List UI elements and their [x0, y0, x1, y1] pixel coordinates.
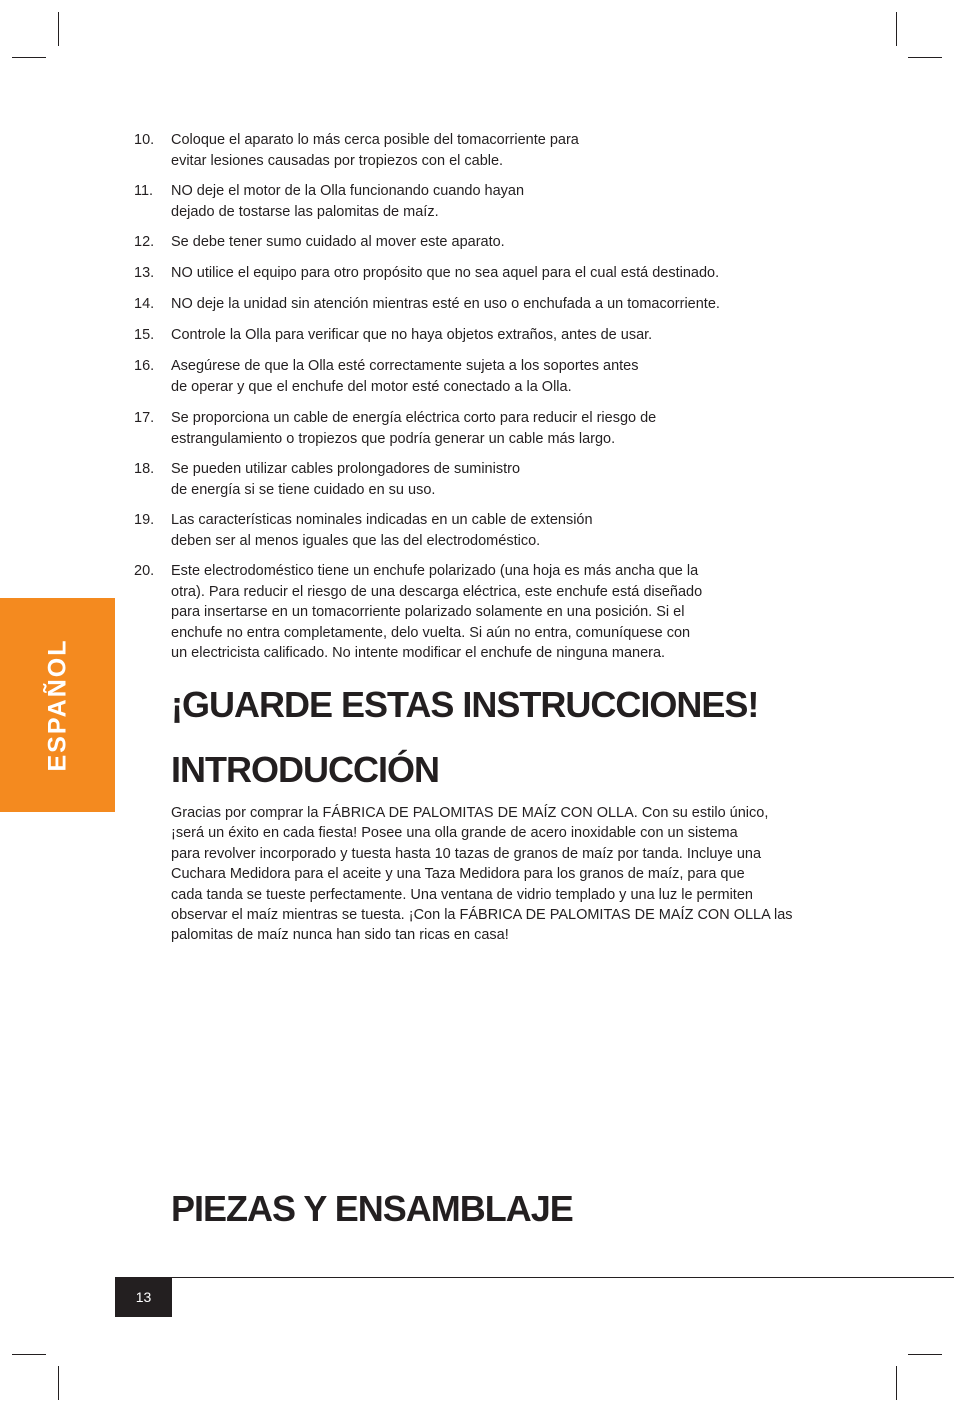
item-number: 15. — [134, 327, 155, 343]
paragraph-line: para revolver incorporado y tuesta hasta 10 tazas de granos de maíz por tanda. Incluye una — [171, 845, 762, 862]
item-number: 10. — [134, 132, 155, 148]
item-number: 13. — [134, 265, 155, 281]
item-text: NO utilice el equipo para otro propósito que no sea aquel para el cual está destinado. — [171, 265, 720, 281]
language-tab — [0, 598, 115, 812]
item-number: 14. — [134, 296, 155, 312]
crop-mark — [908, 1354, 942, 1355]
item-text: un electricista calificado. No intente modificar el enchufe de ninguna manera. — [171, 645, 666, 661]
crop-mark — [12, 1354, 46, 1355]
paragraph-line: palomitas de maíz nunca han sido tan ricas en casa! — [171, 927, 509, 944]
item-text: dejado de tostarse las palomitas de maíz. — [171, 203, 439, 220]
introduction-paragraph — [171, 803, 831, 946]
item-text: Asegúrese de que la Olla esté correctamente sujeta a los soportes antes — [171, 358, 639, 374]
item-text: Las características nominales indicadas en un cable de extensión — [171, 512, 593, 528]
item-text: Se pueden utilizar cables prolongadores de suministro — [171, 461, 521, 477]
item-text: para insertarse en un tomacorriente polarizado solamente en una posición. Si el — [171, 604, 685, 620]
footer-divider — [115, 1277, 954, 1278]
page-number-box — [115, 1277, 172, 1317]
item-text: estrangulamiento o tropiezos que podría generar un cable más largo. — [171, 430, 616, 447]
crop-mark — [58, 12, 59, 46]
item-text: Coloque el aparato lo más cerca posible del tomacorriente para — [171, 132, 579, 148]
paragraph-line: ¡será un éxito en cada fiesta! Posee una olla grande de acero inoxidable con un sistema — [171, 825, 738, 842]
crop-mark — [58, 1366, 59, 1400]
parts-assembly-heading: PIEZAS Y ENSAMBLAJE — [171, 1188, 573, 1229]
crop-mark — [896, 1366, 897, 1400]
item-text: NO deje la unidad sin atención mientras esté en uso o enchufada a un tomacorriente. — [171, 296, 720, 312]
item-text: Este electrodoméstico tiene un enchufe polarizado (una hoja es más ancha que la — [171, 563, 699, 579]
item-number: 18. — [134, 461, 155, 477]
item-text: otra). Para reducir el riesgo de una descarga eléctrica, este enchufe está diseñado — [171, 583, 703, 600]
item-text: Controle la Olla para verificar que no haya objetos extraños, antes de usar. — [171, 327, 653, 343]
paragraph-line: Cuchara Medidora para el aceite y una Taza Medidora para los granos de maíz, para que — [171, 866, 745, 883]
item-number: 19. — [134, 512, 155, 528]
item-text: NO deje el motor de la Olla funcionando cuando hayan — [171, 183, 525, 199]
item-number: 20. — [134, 563, 155, 579]
paragraph-line: Gracias por comprar la FÁBRICA DE PALOMITAS DE MAÍZ CON OLLA. Con su estilo único, — [171, 805, 769, 821]
page-number: 13 — [135, 1289, 152, 1305]
item-text: Se debe tener sumo cuidado al mover este aparato. — [171, 234, 505, 250]
item-text: Se proporciona un cable de energía eléctrica corto para reducir el riesgo de — [171, 410, 657, 426]
paragraph-line: cada tanda se tueste perfectamente. Una ventana de vidrio templado y una luz le permiten — [171, 886, 753, 903]
item-text: enchufe no entra completamente, delo vuelta. Si aún no entra, comuníquese con — [171, 624, 691, 641]
save-instructions-heading: ¡GUARDE ESTAS INSTRUCCIONES! — [171, 684, 759, 725]
item-text: de operar y que el enchufe del motor esté conectado a la Olla. — [171, 378, 572, 395]
item-number: 11. — [134, 183, 154, 199]
item-number: 16. — [134, 358, 155, 374]
crop-mark — [896, 12, 897, 46]
item-text: de energía si se tiene cuidado en su uso. — [171, 481, 436, 498]
item-text: deben ser al menos iguales que las del electrodoméstico. — [171, 532, 541, 549]
item-number: 12. — [134, 234, 155, 250]
language-tab-label: ESPAÑOL — [43, 638, 71, 772]
item-number: 17. — [134, 410, 155, 426]
paragraph-line: observar el maíz mientras se tuesta. ¡Con la FÁBRICA DE PALOMITAS DE MAÍZ CON OLLA las — [171, 907, 793, 924]
crop-mark — [908, 57, 942, 58]
introduction-heading: INTRODUCCIÓN — [171, 749, 439, 790]
crop-mark — [12, 57, 46, 58]
item-text: evitar lesiones causadas por tropiezos con el cable. — [171, 152, 504, 169]
